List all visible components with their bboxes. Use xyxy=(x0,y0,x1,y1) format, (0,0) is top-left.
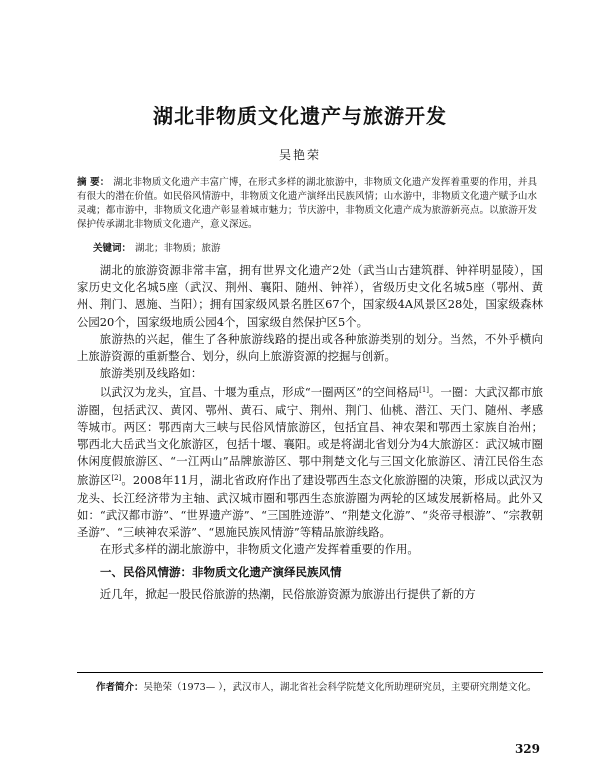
citation-ref: [2] xyxy=(111,474,122,483)
footnote-divider xyxy=(77,672,543,673)
page-number: 329 xyxy=(514,742,540,756)
footnote-text: 吴艳荣（1973— ），武汉市人，湖北省社会科学院楚文化所助理研究员，主要研究荆楚文化。 xyxy=(143,682,537,693)
paragraph: 在形式多样的湖北旅游中，非物质文化遗产发挥着重要的作用。 xyxy=(99,542,419,557)
footnote-label: 作者简介： xyxy=(96,682,144,693)
abstract-label: 摘 要： xyxy=(77,177,110,188)
paper-title: 湖北非物质文化遗产与旅游开发 xyxy=(153,104,447,128)
author-footnote xyxy=(77,680,543,695)
paragraph-part: 。一圈：大武汉都市旅游圈，包括武汉、黄冈、鄂州、黄石、咸宁、荆州、荆门、仙桃、潜江、天门、随州、孝感等城市。两区：鄂西南大三峡与民俗风情旅游区，包括宜昌、神农架和鄂西土家族自治州；鄂西北大岳武当文化旅游区，包括十堰、襄阳。或是将湖北省划分为4大旅游区：武汉城市圈休闲度假旅游区、“一江两山”品牌旅游区、鄂中荆楚文化与三国文化旅游区、清江民俗生态旅游区 xyxy=(77,385,543,488)
author-name: 吴艳荣 xyxy=(278,148,321,162)
abstract xyxy=(77,176,537,232)
keywords-text: 湖北；非物质；旅游 xyxy=(135,243,221,254)
section-heading: 一、民俗风情游：非物质文化遗产演绎民族风情 xyxy=(100,565,342,580)
paragraph: 近几年，掀起一股民俗旅游的热潮，民俗旅游资源为旅游出行提供了新的方 xyxy=(99,586,476,601)
paragraph: 旅游热的兴起，催生了各种旅游线路的提出或各种旅游类别的划分。当然，不外乎横向上旅游资源的重新整合、划分，纵向上旅游资源的挖掘与创新。 xyxy=(77,331,543,364)
keywords-label: 关键词： xyxy=(93,243,132,254)
paragraph-part: 。2008年11月，湖北省政府作出了建设鄂西生态文化旅游圈的决策，形成以武汉为龙头、长江经济带为主轴、武汉城市圈和鄂西生态旅游圈为两轮的区域发展新格局。此外又如：“武汉都市游”、“世界遗产游”、“三国胜迹游”、“荆楚文化游”、“炎帝寻根游”、“宗教朝圣游”、“三峡神农采游”、“恩施民族风情游”等精品旅游线路。 xyxy=(77,473,543,540)
body-text xyxy=(77,262,543,603)
paragraph: 旅游类别及线路如： xyxy=(99,366,203,381)
keywords xyxy=(93,242,533,256)
paragraph-part: 以武汉为龙头，宜昌、十堰为重点，形成“一圈两区”的空间格局 xyxy=(99,385,420,400)
paragraph: 湖北的旅游资源非常丰富，拥有世界文化遗产2处（武当山古建筑群、钟祥明显陵），国家历史文化名城5座（武汉、荆州、襄阳、随州、钟祥），省级历史文化名城5座（鄂州、黄州、荆门、恩施、当阳）；拥有国家级风景名胜区67个，国家级4A风景区28处，国家级森林公园20个，国家级地质公园4个，国家级自然保护区5个。 xyxy=(77,263,543,329)
citation-ref: [1] xyxy=(419,386,430,395)
abstract-text: 湖北非物质文化遗产丰富广博，在形式多样的湖北旅游中，非物质文化遗产发挥着重要的作用，并具有很大的潜在价值。如民俗风情游中，非物质文化遗产演绎出民族风情；山水游中，非物质文化遗产赋予山水灵魂；都市游中，非物质文化遗产彰显着城市魅力；节庆游中，非物质文化遗产成为旅游新亮点。以旅游开发保护传承湖北非物质文化遗产，意义深远。 xyxy=(77,177,537,230)
paragraph xyxy=(77,382,543,541)
